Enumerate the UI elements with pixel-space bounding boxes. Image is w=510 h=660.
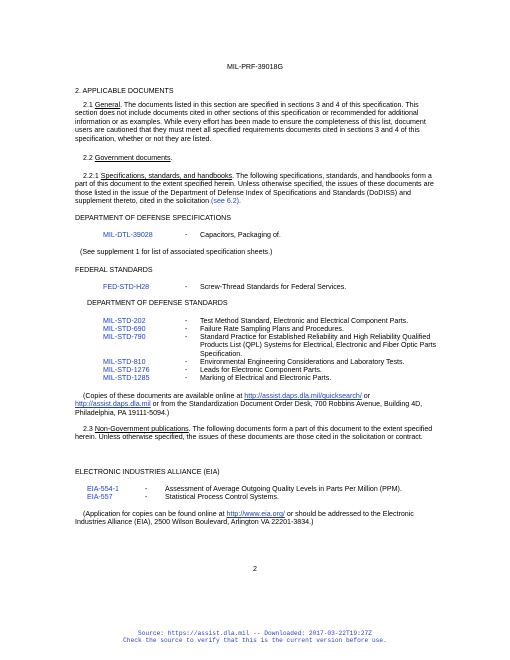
- spec-link-mil-dtl-39028[interactable]: [103, 231, 153, 239]
- list-dash: -: [145, 485, 148, 493]
- list-dash: -: [185, 333, 188, 341]
- paragraph-2-2-1-number: 2.2.1: [83, 172, 101, 180]
- list-dash: -: [185, 231, 188, 239]
- spec-description: Capacitors, Packaging of.: [200, 231, 281, 239]
- standard-id[interactable]: MIL-STD-1276: [103, 366, 150, 374]
- supplement-note: (See supplement 1 for list of associated specification sheets.): [80, 248, 273, 256]
- eia-copies-paragraph: [75, 510, 440, 527]
- paragraph-2-3-title: Non-Government publications: [94, 425, 189, 433]
- paragraph-2-1-title: General: [94, 101, 121, 109]
- eia-website-link[interactable]: http://www.eia.org/: [226, 510, 285, 518]
- paragraph-2-2-1-title: Specifications, standards, and handbooks: [100, 172, 233, 180]
- eia-link-557[interactable]: [87, 493, 113, 501]
- paragraph-2-2-1: [75, 172, 440, 206]
- eia-heading: ELECTRONIC INDUSTRIES ALLIANCE (EIA): [75, 468, 220, 476]
- section-heading: 2. APPLICABLE DOCUMENTS: [75, 87, 174, 95]
- list-dash: -: [185, 283, 188, 291]
- paragraph-2-1-number: 2.1: [83, 101, 95, 109]
- standard-description: Environmental Engineering Considerations and Laboratory Tests.: [200, 358, 405, 366]
- footer-source-line: Source: https://assist.dla.mil -- Downloaded: 2017-03-22T19:27Z: [138, 630, 372, 637]
- standard-description: Standard Practice for Established Reliability and High Reliability Qualified Products List (QPL) Systems for Electrical, Electronic and Fiber Optic Parts Specification.: [200, 333, 437, 358]
- standard-id[interactable]: MIL-STD-790: [103, 333, 146, 341]
- paragraph-2-3-body: . The following documents form a part of this document to the extent specified herein. Unless otherwise specified, the issues of these documents are those cited in the solicitation or contract.: [75, 425, 433, 442]
- list-dash: -: [185, 317, 188, 325]
- copies-text-pre: (Copies of these documents are available online at: [83, 392, 245, 400]
- list-dash: -: [185, 358, 188, 366]
- standard-link-mil-std-1285[interactable]: [103, 374, 150, 382]
- list-dash: -: [185, 325, 188, 333]
- eia-copies-text-pre: (Application for copies can be found online at: [83, 510, 227, 518]
- eia-description: Statistical Process Control Systems.: [165, 493, 279, 501]
- eia-copies-text-post: or should be addressed to the Electronic Industries Alliance (EIA), 2500 Wilson Boulevard, Arlington VA 22201-3834.): [75, 510, 414, 527]
- see-6-2-link[interactable]: (see 6.2): [211, 197, 240, 206]
- paragraph-2-2-number: 2.2: [83, 154, 95, 162]
- standard-id[interactable]: FED-STD-H28: [103, 283, 150, 291]
- eia-description: Assessment of Average Outgoing Quality Levels in Parts Per Million (PPM).: [165, 485, 402, 493]
- dod-specifications-heading: DEPARTMENT OF DEFENSE SPECIFICATIONS: [75, 214, 231, 222]
- copies-text-post: or from the Standardization Document Order Desk, 700 Robbins Avenue, Building 4D, Philadelphia, PA 19111-5094.): [75, 400, 423, 417]
- standard-id[interactable]: MIL-STD-690: [103, 325, 146, 333]
- paragraph-2-2: [83, 154, 173, 162]
- standard-id[interactable]: MIL-STD-810: [103, 358, 146, 366]
- document-number-header: MIL-PRF-39018G: [227, 63, 283, 71]
- standard-link-mil-std-790[interactable]: [103, 333, 146, 341]
- paragraph-2-3: [75, 425, 440, 442]
- standard-description: Test Method Standard, Electronic and Electrical Component Parts.: [200, 317, 409, 325]
- copies-availability-paragraph: [75, 392, 445, 417]
- dod-standards-heading: DEPARTMENT OF DEFENSE STANDARDS: [87, 299, 228, 307]
- paragraph-2-3-number: 2.3: [83, 425, 95, 433]
- standard-description: Screw-Thread Standards for Federal Services.: [200, 283, 347, 291]
- page-number: 2: [253, 565, 257, 573]
- paragraph-2-2-title: Government documents: [94, 154, 171, 162]
- paragraph-2-2-1-body: . The following specifications, standards, and handbooks form a part of this document to the extent specified herein. Unless otherwise specified, the issues of these documents are those listed in the issue of the Department of Defense Index of Specifications and Standards (DoDISS) and supplement thereto, cited in the solicitation: [75, 172, 434, 206]
- copies-text-mid: or: [361, 392, 371, 400]
- list-dash: -: [185, 374, 188, 382]
- eia-id[interactable]: EIA-557: [87, 493, 113, 501]
- spec-id[interactable]: MIL-DTL-39028: [103, 231, 153, 239]
- federal-standards-heading: FEDERAL STANDARDS: [75, 266, 153, 274]
- standard-description: Marking of Electrical and Electronic Parts.: [200, 374, 332, 382]
- footer-verify-line: Check the source to verify that this is the current version before use.: [123, 637, 387, 644]
- paragraph-2-2-end: .: [170, 154, 173, 162]
- standard-description: Leads for Electronic Component Parts.: [200, 366, 322, 374]
- standard-description: Failure Rate Sampling Plans and Procedures.: [200, 325, 344, 333]
- assist-quicksearch-link[interactable]: http://assist.daps.dla.mil/quicksearch/: [244, 392, 362, 400]
- list-dash: -: [145, 493, 148, 501]
- paragraph-2-1-body: . The documents listed in this section are specified in sections 3 and 4 of this specification. This section does not include documents cited in other sections of this specification or recommended for additional information or as examples. While every effort has been made to ensure the completeness of this list, document users are cautioned that they must meet all specified requirements documents cited in sections 3 and 4 of this specification, whether or not they are listed.: [75, 101, 426, 143]
- standard-link-fed-std-h28[interactable]: [103, 283, 149, 291]
- standard-id[interactable]: MIL-STD-1285: [103, 374, 150, 382]
- paragraph-2-1: [75, 101, 440, 143]
- list-dash: -: [185, 366, 188, 374]
- paragraph-2-2-1-end: .: [239, 197, 242, 206]
- standard-id[interactable]: MIL-STD-202: [103, 317, 146, 325]
- eia-id[interactable]: EIA-554-1: [87, 485, 119, 493]
- assist-link[interactable]: http://assist.daps.dla.mil: [75, 400, 151, 409]
